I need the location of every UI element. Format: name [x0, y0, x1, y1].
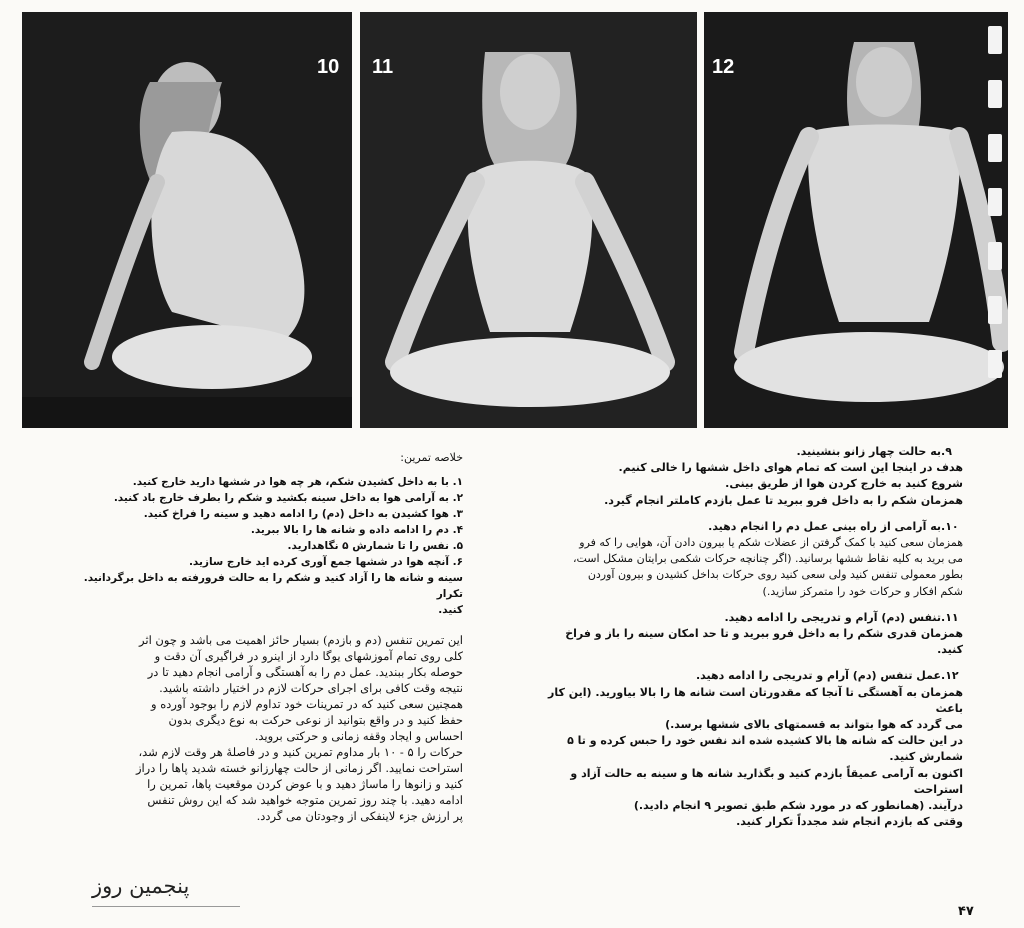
photo-number: 11 [372, 56, 394, 78]
item-number: ۹. [941, 445, 952, 458]
instruction-item-11 [548, 610, 963, 659]
summary-line: ۲. به آرامی هوا به داخل سینه بکشید و شکم را بطرف خارج باد کنید. [113, 492, 463, 505]
photo-pose-10 [22, 12, 352, 428]
item-line: همزمان سعی کنید با کمک گرفتن از عضلات شکم یا بیرون دادن آن، هوایی را که فرو [579, 536, 963, 550]
item-line: می گردد که هوا بتواند به قسمتهای بالای ششها برسد.) [665, 718, 963, 732]
paragraph-line: ادامه دهید. با چند روز تمرین متوجه خواهید شد که این روش تنفس [147, 793, 463, 808]
summary-line: ۵. نفس را تا شمارش ۵ نگاهدارید. [287, 540, 463, 553]
item-line: عمل تنفس (دم) آرام و تدریجی را ادامه دهید. [695, 669, 941, 683]
item-number: ۱۱. [941, 610, 959, 624]
item-line: شروع کنید به خارج کردن هوا از طریق بینی. [725, 477, 963, 491]
item-line: می برید به کلیه نقاط ششها برسانید. (اگر چنانچه حرکات شکمی برایتان مشکل است، [572, 552, 963, 566]
instructions-column [548, 444, 963, 840]
item-line: درآیند. (همانطور که در مورد شکم طبق تصویر ۹ انجام دادید.) [633, 799, 963, 813]
item-number: ۱۰. [941, 519, 959, 533]
instruction-item-9 [548, 444, 963, 509]
footer-rule [92, 906, 240, 907]
item-line: همزمان شکم را به داخل فرو ببرید تا عمل بازدم کاملتر انجام گیرد. [604, 493, 963, 507]
paragraph-line: احساس و ایجاد وقفه زمانی و حرکتی بروید. [254, 729, 463, 744]
paragraph-line: پر ارزش جزء لاینفکی از وجودتان می گردد. [256, 809, 463, 824]
item-line: بطور معمولی تنفس کنید ولی سعی کنید روی حرکات بداخل کشیدن و بیرون آوردن [587, 568, 963, 582]
figure-shoulders-raised-illustration [704, 12, 1008, 428]
summary-line: ۳. هوا کشیدن به داخل (دم) را ادامه دهید و سینه را فراخ کنید. [143, 508, 463, 521]
film-strip-edge [988, 26, 1006, 416]
summary-line: سینه و شانه ها را آزاد کنید و شکم را به حالت فرورفته به داخل برگردانید. تکرار [83, 572, 463, 601]
summary-column [68, 450, 463, 824]
instruction-item-10 [548, 519, 963, 600]
paragraph-line: این تمرین تنفس (دم و بازدم) بسیار حائز اهمیت می باشد و چون اثر [139, 633, 463, 648]
instruction-item-12 [548, 668, 963, 830]
paragraph-line: حرکات را ۵ - ۱۰ بار مداوم تمرین کنید و در فاصلهٔ هر وقت لازم شد، [138, 745, 463, 760]
item-line: اکنون به آرامی عمیقاً بازدم کنید و بگذارید شانه ها و سینه به حالت آزاد و استراحت [570, 766, 963, 796]
paragraph-line: کلی روی تمام آموزشهای یوگا دارد از اینرو در فراگیری آن دقت و [154, 649, 463, 664]
item-line: تنفس (دم) آرام و تدریجی را ادامه دهید. [724, 610, 941, 624]
photo-pose-11 [360, 12, 697, 428]
summary-line: کنید. [438, 604, 463, 617]
photo-pose-12 [704, 12, 1008, 428]
summary-line: ۴. دم را ادامه داده و شانه ها را بالا ببرید. [250, 524, 463, 537]
paragraph-line: حوصله بکار ببندید. عمل دم را به آهستگی و آرامی انجام دهید تا در [147, 665, 463, 680]
summary-line: ۱. با به داخل کشیدن شکم، هر چه هوا در ششها دارید خارج کنید. [132, 476, 463, 489]
item-line: در این حالت که شانه ها بالا کشیده شده اند نفس خود را حبس کرده و تا ۵ شمارش کنید. [567, 734, 963, 764]
paragraph-line: همچنین سعی کنید که در تمرینات خود تداوم لازم را بوجود آورده و [151, 697, 463, 712]
paragraph-line: حفظ کنید و در واقع بتوانید از نوعی حرکت به نوع دیگری بدون [168, 713, 463, 728]
paragraph-line: نتیجه وقت کافی برای اجرای حرکات لازم در اختیار داشته باشید. [159, 681, 463, 696]
summary-title: خلاصه تمرین: [400, 451, 463, 464]
item-line: به حالت چهار زانو بنشینید. [796, 445, 941, 458]
photo-number: 10 [317, 56, 340, 78]
figure-bending-illustration [22, 12, 352, 428]
item-line: همزمان به آهستگی تا آنجا که مقدورتان است شانه ها را بالا بیاورید. (این کار باعث [548, 685, 963, 715]
summary-line: ۶. آنچه هوا در ششها جمع آوری کرده اید خارج سازید. [188, 556, 463, 569]
item-line: شکم افکار و حرکات خود را متمرکز سازید.) [762, 584, 963, 598]
item-line: وقتی که بازدم انجام شد مجدداً تکرار کنید. [736, 815, 963, 829]
item-line: هدف در اینجا این است که تمام هوای داخل ششها را خالی کنیم. [618, 461, 963, 475]
figure-seated-illustration [360, 12, 697, 428]
paragraph-line: استراحت نمایید. اگر زمانی از حالت چهارزانو خسته شدید پاها را دراز [135, 761, 463, 776]
explanation-paragraph [68, 632, 463, 824]
item-number: ۱۲. [941, 669, 959, 683]
book-section-title: پنجمین روز [92, 874, 190, 898]
photo-number: 12 [712, 56, 735, 78]
item-line: همزمان قدری شکم را به داخل فرو ببرید و تا حد امکان سینه را باز و فراخ کنید. [565, 627, 963, 657]
page-number: ۴۷ [958, 904, 974, 919]
item-line: به آرامی از راه بینی عمل دم را انجام دهید. [708, 519, 941, 533]
paragraph-line: کنید و زانوها را ماساژ دهید و با عوض کردن موقعیت پاها، تمرین را [147, 777, 463, 792]
